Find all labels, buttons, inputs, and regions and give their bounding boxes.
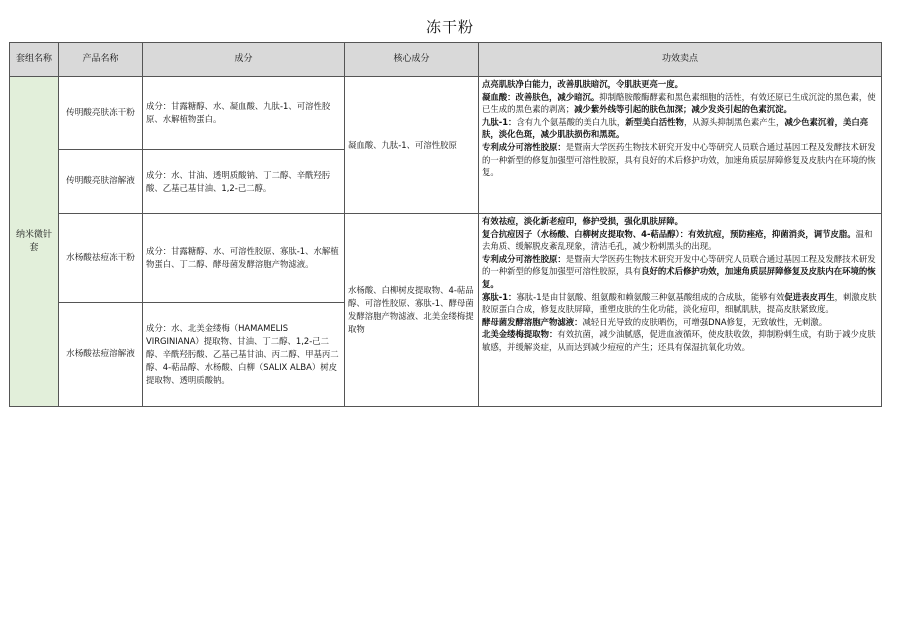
effect-line: 点亮肌肤净白能力，改善肌肤暗沉，令肌肤更亮一度。 (482, 79, 683, 89)
table-header-row (10, 43, 882, 77)
product-name: 传明酸亮肤溶解液 (59, 150, 143, 214)
effect-line: 有效祛痘，淡化新老痘印，修护受损，强化肌肤屏障。 (482, 216, 683, 226)
ingredients-cell: 成分：水、甘油、透明质酸钠、丁二醇、辛酰羟肟酸、乙基己基甘油、1,2-己二醇。 (143, 150, 345, 214)
header-effect: 功效卖点 (479, 43, 882, 77)
effect-line: 专利成分可溶性胶原：是暨南大学医药生物技术研究开发中心等研究人员联合通过基因工程及发酵技术研发的一种新型的修复加强型可溶性胶原，具有良好的术后修护功效，加速角质层屏障修复及皮肤内在环境的恢复。 (482, 253, 876, 289)
header-set: 套组名称 (10, 43, 59, 77)
ingredients-cell: 成分：甘露糖醇、水、凝血酸、九肽-1、可溶性胶原、水解植物蛋白。 (143, 77, 345, 150)
effect-line: 北美金缕梅提取物：有效抗菌，减少油腻感，促进血液循环，使皮肤收敛，抑制粉刺生成，有助于减少皮肤敏感，并缓解炎症，从而达到减少痘痘的产生；还具有保湿抗氧化功效。 (482, 329, 876, 352)
effect-cell (479, 214, 882, 407)
ingredients-cell: 成分：甘露糖醇、水、可溶性胶原、寡肽-1、水解植物蛋白、丁二醇、酵母菌发酵溶胞产物滤液。 (143, 214, 345, 303)
product-table (9, 42, 882, 407)
effect-line: 专利成分可溶性胶原：是暨南大学医药生物技术研究开发中心等研究人员联合通过基因工程及发酵技术研发的一种新型的修复加强型可溶性胶原，具有良好的术后修护功效，加速角质层屏障修复及皮肤内在环境的恢复。 (482, 141, 876, 178)
table-row (10, 214, 882, 303)
core-ingredients-cell: 水杨酸、白柳树皮提取物、4-萜品醇、可溶性胶原、寡肽-1、酵母菌发酵溶胞产物滤液、北美金缕梅提取物 (345, 214, 479, 407)
effect-line: 九肽-1：含有九个氨基酸的美白九肽，新型美白活性物，从源头抑制黑色素产生，减少色素沉着，美白亮肤，淡化色斑，减少肌肤损伤和黑斑。 (482, 116, 869, 140)
product-name: 水杨酸祛痘溶解液 (59, 303, 143, 407)
ingredients-cell: 成分：水、北美金缕梅（HAMAMELIS VIRGINIANA）提取物、甘油、丁二醇、1,2-己二醇、辛酰羟肟酸、乙基己基甘油、丙二醇、甲基丙二醇、4-萜品醇、水杨酸、白柳（SALIX ALBA）树皮提取物、透明质酸钠。 (143, 303, 345, 407)
effect-cell (479, 77, 882, 214)
header-ingredients: 成分 (143, 43, 345, 77)
header-core: 核心成分 (345, 43, 479, 77)
effect-line: 凝血酸：改善肤色，减少暗沉。抑制酪胺酸酶酵素和黑色素细胞的活性，有效还原已生成沉淀的黑色素，使已生成的黑色素的剥离；减少紫外线等引起的肤色加深；减少发炎引起的色素沉淀。 (482, 91, 876, 115)
core-ingredients-cell: 凝血酸、九肽-1、可溶性胶原 (345, 77, 479, 214)
effect-line: 复合抗痘因子（水杨酸、白柳树皮提取物、4-萜品醇）：有效抗痘，预防痤疮，抑菌消炎，调节皮脂。温和去角质、缓解脱皮紊乱现象，清洁毛孔，减少粉刺黑头的出现。 (482, 228, 873, 252)
product-name: 传明酸亮肤冻干粉 (59, 77, 143, 150)
page-title: 冻干粉 (425, 18, 474, 36)
product-name: 水杨酸祛痘冻干粉 (59, 214, 143, 303)
table-row (10, 77, 882, 150)
header-product: 产品名称 (59, 43, 143, 77)
effect-line: 酵母菌发酵溶胞产物滤液：减轻日光导致的皮肤晒伤，可增强DNA修复，无致敏性，无刺激。 (482, 316, 828, 327)
effect-line: 寡肽-1：寡肽-1是由甘氨酸、组氨酸和赖氨酸三种氨基酸组成的合成肽，能够有效促进表皮再生，刺激皮肤胶原蛋白合成，修复皮肤屏障，重塑皮肤的生化功能，淡化痘印，细腻肌肤，提高皮肤紧致度。 (482, 291, 877, 315)
set-name: 纳米微针套 (10, 77, 59, 407)
